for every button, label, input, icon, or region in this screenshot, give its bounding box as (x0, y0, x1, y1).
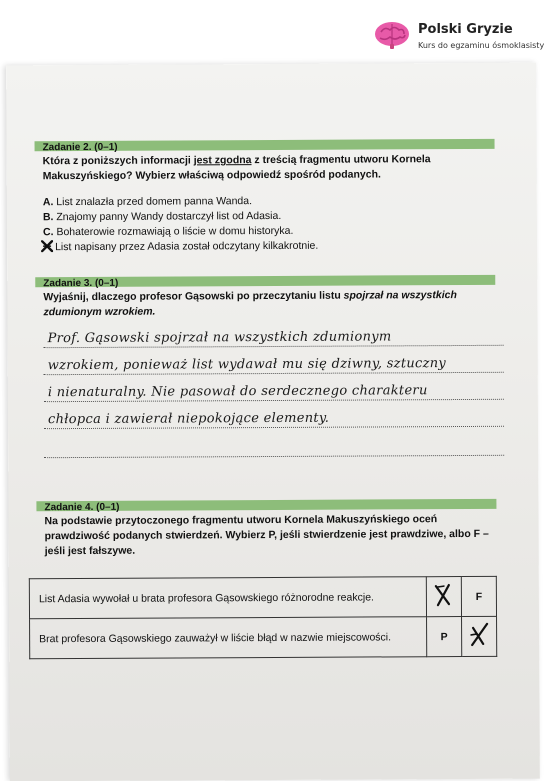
task2-option-d: List napisany przez Adasia został odczytany kilkakrotnie. (55, 239, 319, 254)
task2-question: Która z poniższych informacji jest zgodna z treścią fragmentu utworu Kornela Makuszyńskiego? Wybierz właściwą odpowiedź spośród podanych. (42, 153, 431, 183)
answer-line: i nienaturalny. Nie pasował do serdecznego charakteru (44, 381, 504, 402)
task2-option-c: C. Bohaterowie rozmawiają o liście w domu historyka. (42, 224, 294, 239)
answer-line: Prof. Gąsowski spojrzał na wszystkich zdumionym (44, 327, 504, 348)
true-false-table (29, 576, 497, 659)
answer-line: chłopca i zawierał niepokojące elementy. (44, 408, 504, 429)
exam-sheet (6, 63, 540, 781)
task2-option-a: A. List znalazła przed domem panna Wanda. (42, 195, 253, 209)
answer-line: wzrokiem, ponieważ list wydawał mu się dziwny, sztuczny (44, 354, 504, 375)
statement-1: List Adasia wywołał u brata profesora Gąsowskiego różnorodne reakcje. (29, 577, 426, 619)
task2-title: Zadanie 2. (0–1) (42, 141, 118, 154)
header (0, 0, 551, 60)
f-cell-2[interactable] (462, 616, 497, 656)
cross-mark-icon (41, 240, 53, 252)
f-cell-1[interactable]: F (461, 576, 496, 616)
brand-subtitle: Kurs do egzaminu ósmoklasisty (418, 41, 545, 50)
task3-question: Wyjaśnij, dlaczego profesor Gąsowski po przeczytaniu listu spojrzał na wszystkich zdumionym wzrokiem. (43, 289, 457, 319)
brain-icon (373, 20, 411, 50)
table-row (29, 576, 496, 618)
table-row (30, 616, 497, 658)
statement-2: Brat profesora Gąsowskiego zauważył w liście błąd w nazwie miejscowości. (30, 617, 427, 659)
task3-title: Zadanie 3. (0–1) (43, 277, 119, 290)
cross-mark-icon (433, 582, 453, 608)
task4-title: Zadanie 4. (0–1) (44, 501, 120, 514)
p-cell-1[interactable] (426, 577, 461, 617)
answer-line (44, 437, 504, 458)
p-cell-2[interactable]: P (427, 617, 462, 657)
task4-question: Na podstawie przytoczonego fragmentu utworu Kornela Makuszyńskiego oceń prawdziwość podanych stwierdzeń. Wybierz P, jeśli stwierdzenie jest prawdziwe, albo F – jeśli jest fałszywe. (44, 513, 489, 558)
task2-option-b: B. Znajomy panny Wandy dostarczył list od Adasia. (42, 209, 282, 224)
brand-title: Polski Gryzie (418, 22, 513, 37)
cross-mark-icon (468, 622, 490, 648)
